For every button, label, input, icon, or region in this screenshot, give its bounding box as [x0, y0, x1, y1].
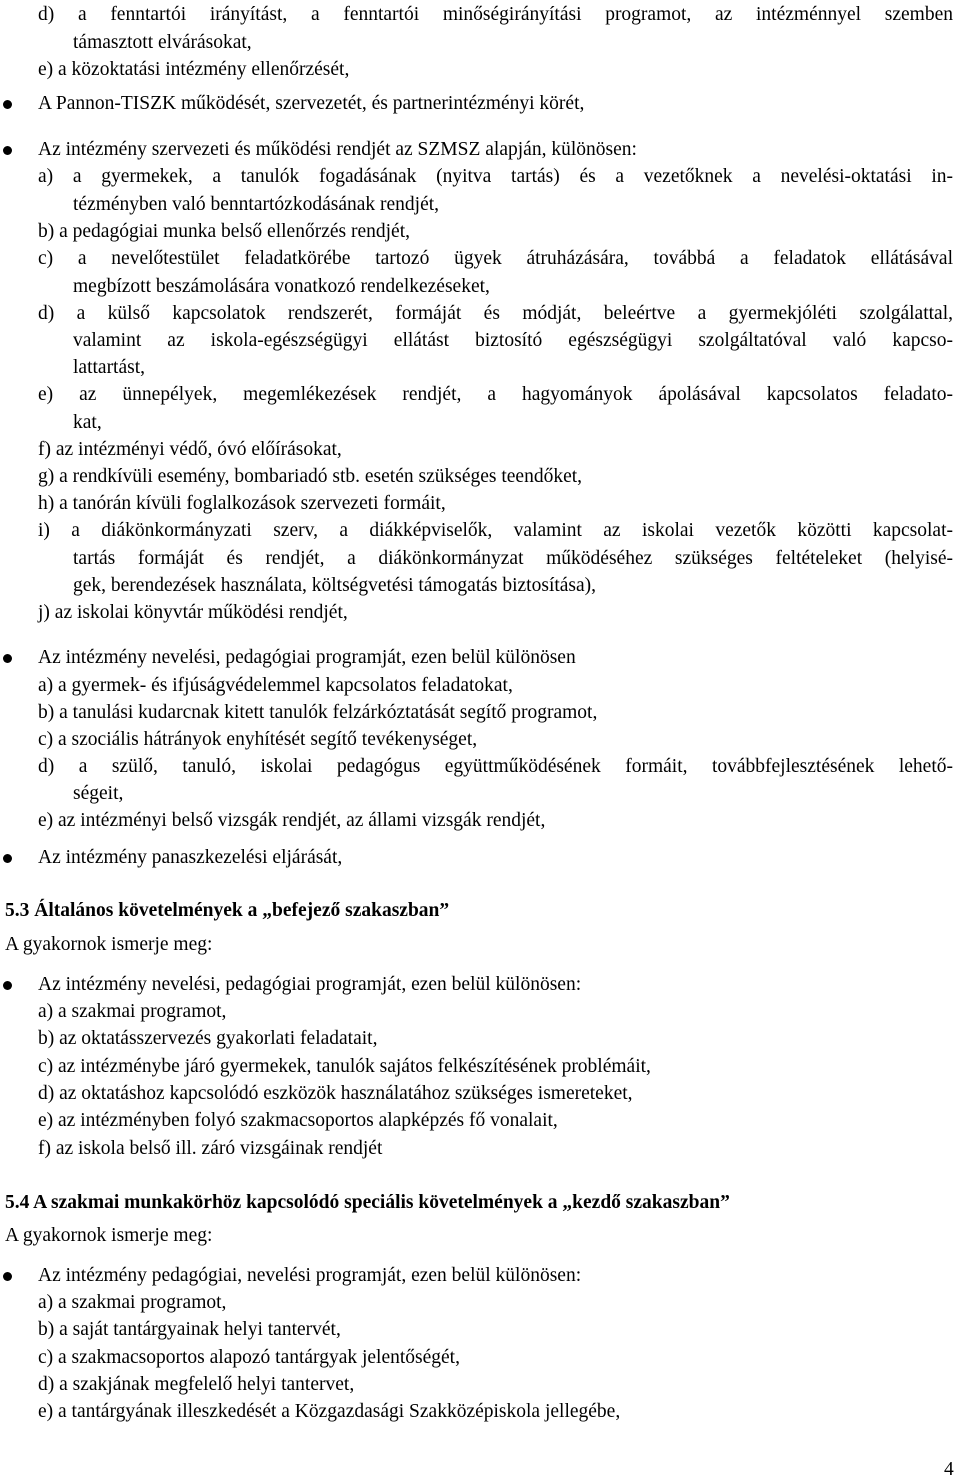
text-line: A Pannon-TISZK működését, szervezetét, és partnerintézményi körét,: [38, 93, 585, 114]
bullet-icon: [3, 854, 12, 863]
text-line: Az intézmény szervezeti és működési rendjét az SZMSZ alapján, különösen:: [38, 139, 637, 160]
text-line: d) a fenntartói irányítást, a fenntartói minőségirányítási programot, az intézménnyel szemben: [38, 4, 953, 25]
text-line: e) a közoktatási intézmény ellenőrzését,: [38, 59, 350, 80]
text-line: g) a rendkívüli esemény, bombariadó stb. esetén szükséges teendőket,: [38, 466, 583, 487]
text-line: d) az oktatáshoz kapcsolódó eszközök használatához szükséges ismereteket,: [38, 1083, 633, 1104]
text-line: c) az intézménybe járó gyermekek, tanulók sajátos felkészítésének problémáit,: [38, 1056, 651, 1077]
text-line: támasztott elvárásokat,: [73, 32, 252, 53]
text-line: Az intézmény pedagógiai, nevelési programját, ezen belül különösen:: [38, 1265, 582, 1286]
text-line: e) az intézményben folyó szakmacsoportos alapképzés fő vonalait,: [38, 1110, 558, 1131]
text-line: i) a diákönkormányzati szerv, a diákképviselők, valamint az iskolai vezetők közötti kapcsolat-: [38, 520, 953, 541]
text-line: Az intézmény panaszkezelési eljárását,: [38, 847, 343, 868]
text-line: e) a tantárgyának illeszkedését a Közgazdasági Szakközépiskola jellegébe,: [38, 1401, 621, 1422]
text-line: kat,: [73, 412, 102, 433]
text-line: megbízott beszámolására vonatkozó rendelkezéseket,: [73, 276, 490, 297]
text-line: ségeit,: [73, 783, 124, 804]
bullet-icon: [3, 981, 12, 990]
text-line: d) a külső kapcsolatok rendszerét, formáját és módját, beleértve a gyermekjóléti szolgálattal,: [38, 303, 953, 324]
text-line: c) a szociális hátrányok enyhítését segítő tevékenységet,: [38, 729, 478, 750]
text-line: b) a pedagógiai munka belső ellenőrzés rendjét,: [38, 221, 410, 242]
text-line: d) a szakjának megfelelő helyi tantervet,: [38, 1374, 355, 1395]
text-line: c) a szakmacsoportos alapozó tantárgyak jelentőségét,: [38, 1347, 460, 1368]
text-line: a) a gyermek- és ifjúságvédelemmel kapcsolatos feladatokat,: [38, 675, 513, 696]
bullet-icon: [3, 1272, 12, 1281]
text-line: j) az iskolai könyvtár működési rendjét,: [38, 602, 348, 623]
text-line: tartás formáját és rendjét, a diákönkormányzat működéséhez szükséges feltételeket (helyisé-: [73, 548, 953, 569]
text-line: Az intézmény nevelési, pedagógiai programját, ezen belül különösen: [38, 647, 576, 668]
text-line: lattartást,: [73, 357, 146, 378]
text-line: b) a saját tantárgyainak helyi tantervét,: [38, 1319, 341, 1340]
bullet-icon: [3, 146, 12, 155]
text-line: Az intézmény nevelési, pedagógiai programját, ezen belül különösen:: [38, 974, 582, 995]
text-line: gek, berendezések használata, költségvetési támogatás biztosítása),: [73, 575, 597, 596]
text-line: h) a tanórán kívüli foglalkozások szervezeti formáit,: [38, 493, 446, 514]
text-line: tézményben való benntartózkodásának rendjét,: [73, 194, 440, 215]
text-line: f) az intézményi védő, óvó előírásokat,: [38, 439, 342, 460]
text-line: A gyakornok ismerje meg:: [5, 1225, 213, 1246]
text-line: c) a nevelőtestület feladatkörébe tartozó ügyek átruházására, továbbá a feladatok ellátásával: [38, 248, 953, 269]
page-number: 4: [944, 1459, 954, 1480]
text-line: valamint az iskola-egészségügyi ellátást biztosító egészségügyi szolgáltatóval való kapcso-: [73, 330, 953, 351]
text-line: f) az iskola belső ill. záró vizsgáinak rendjét: [38, 1138, 383, 1159]
text-line: d) a szülő, tanuló, iskolai pedagógus együttműködésének formáit, továbbfejlesztésének lehető-: [38, 756, 953, 777]
text-line: a) a szakmai programot,: [38, 1292, 227, 1313]
text-line: b) az oktatásszervezés gyakorlati feladatait,: [38, 1028, 378, 1049]
text-line: e) az intézményi belső vizsgák rendjét, az állami vizsgák rendjét,: [38, 810, 546, 831]
bullet-icon: [3, 654, 12, 663]
text-line: b) a tanulási kudarcnak kitett tanulók felzárkóztatását segítő programot,: [38, 702, 598, 723]
section-heading: 5.4 A szakmai munkakörhöz kapcsolódó speciális követelmények a „kezdő szakaszban”: [5, 1192, 730, 1213]
bullet-icon: [3, 100, 12, 109]
text-line: a) a gyermekek, a tanulók fogadásának (nyitva tartás) és a vezetőknek a nevelési-oktatási in-: [38, 166, 953, 187]
text-line: e) az ünnepélyek, megemlékezések rendjét, a hagyományok ápolásával kapcsolatos feladato-: [38, 384, 953, 405]
text-line: A gyakornok ismerje meg:: [5, 934, 213, 955]
section-heading: 5.3 Általános követelmények a „befejező szakaszban”: [5, 900, 450, 921]
text-line: a) a szakmai programot,: [38, 1001, 227, 1022]
